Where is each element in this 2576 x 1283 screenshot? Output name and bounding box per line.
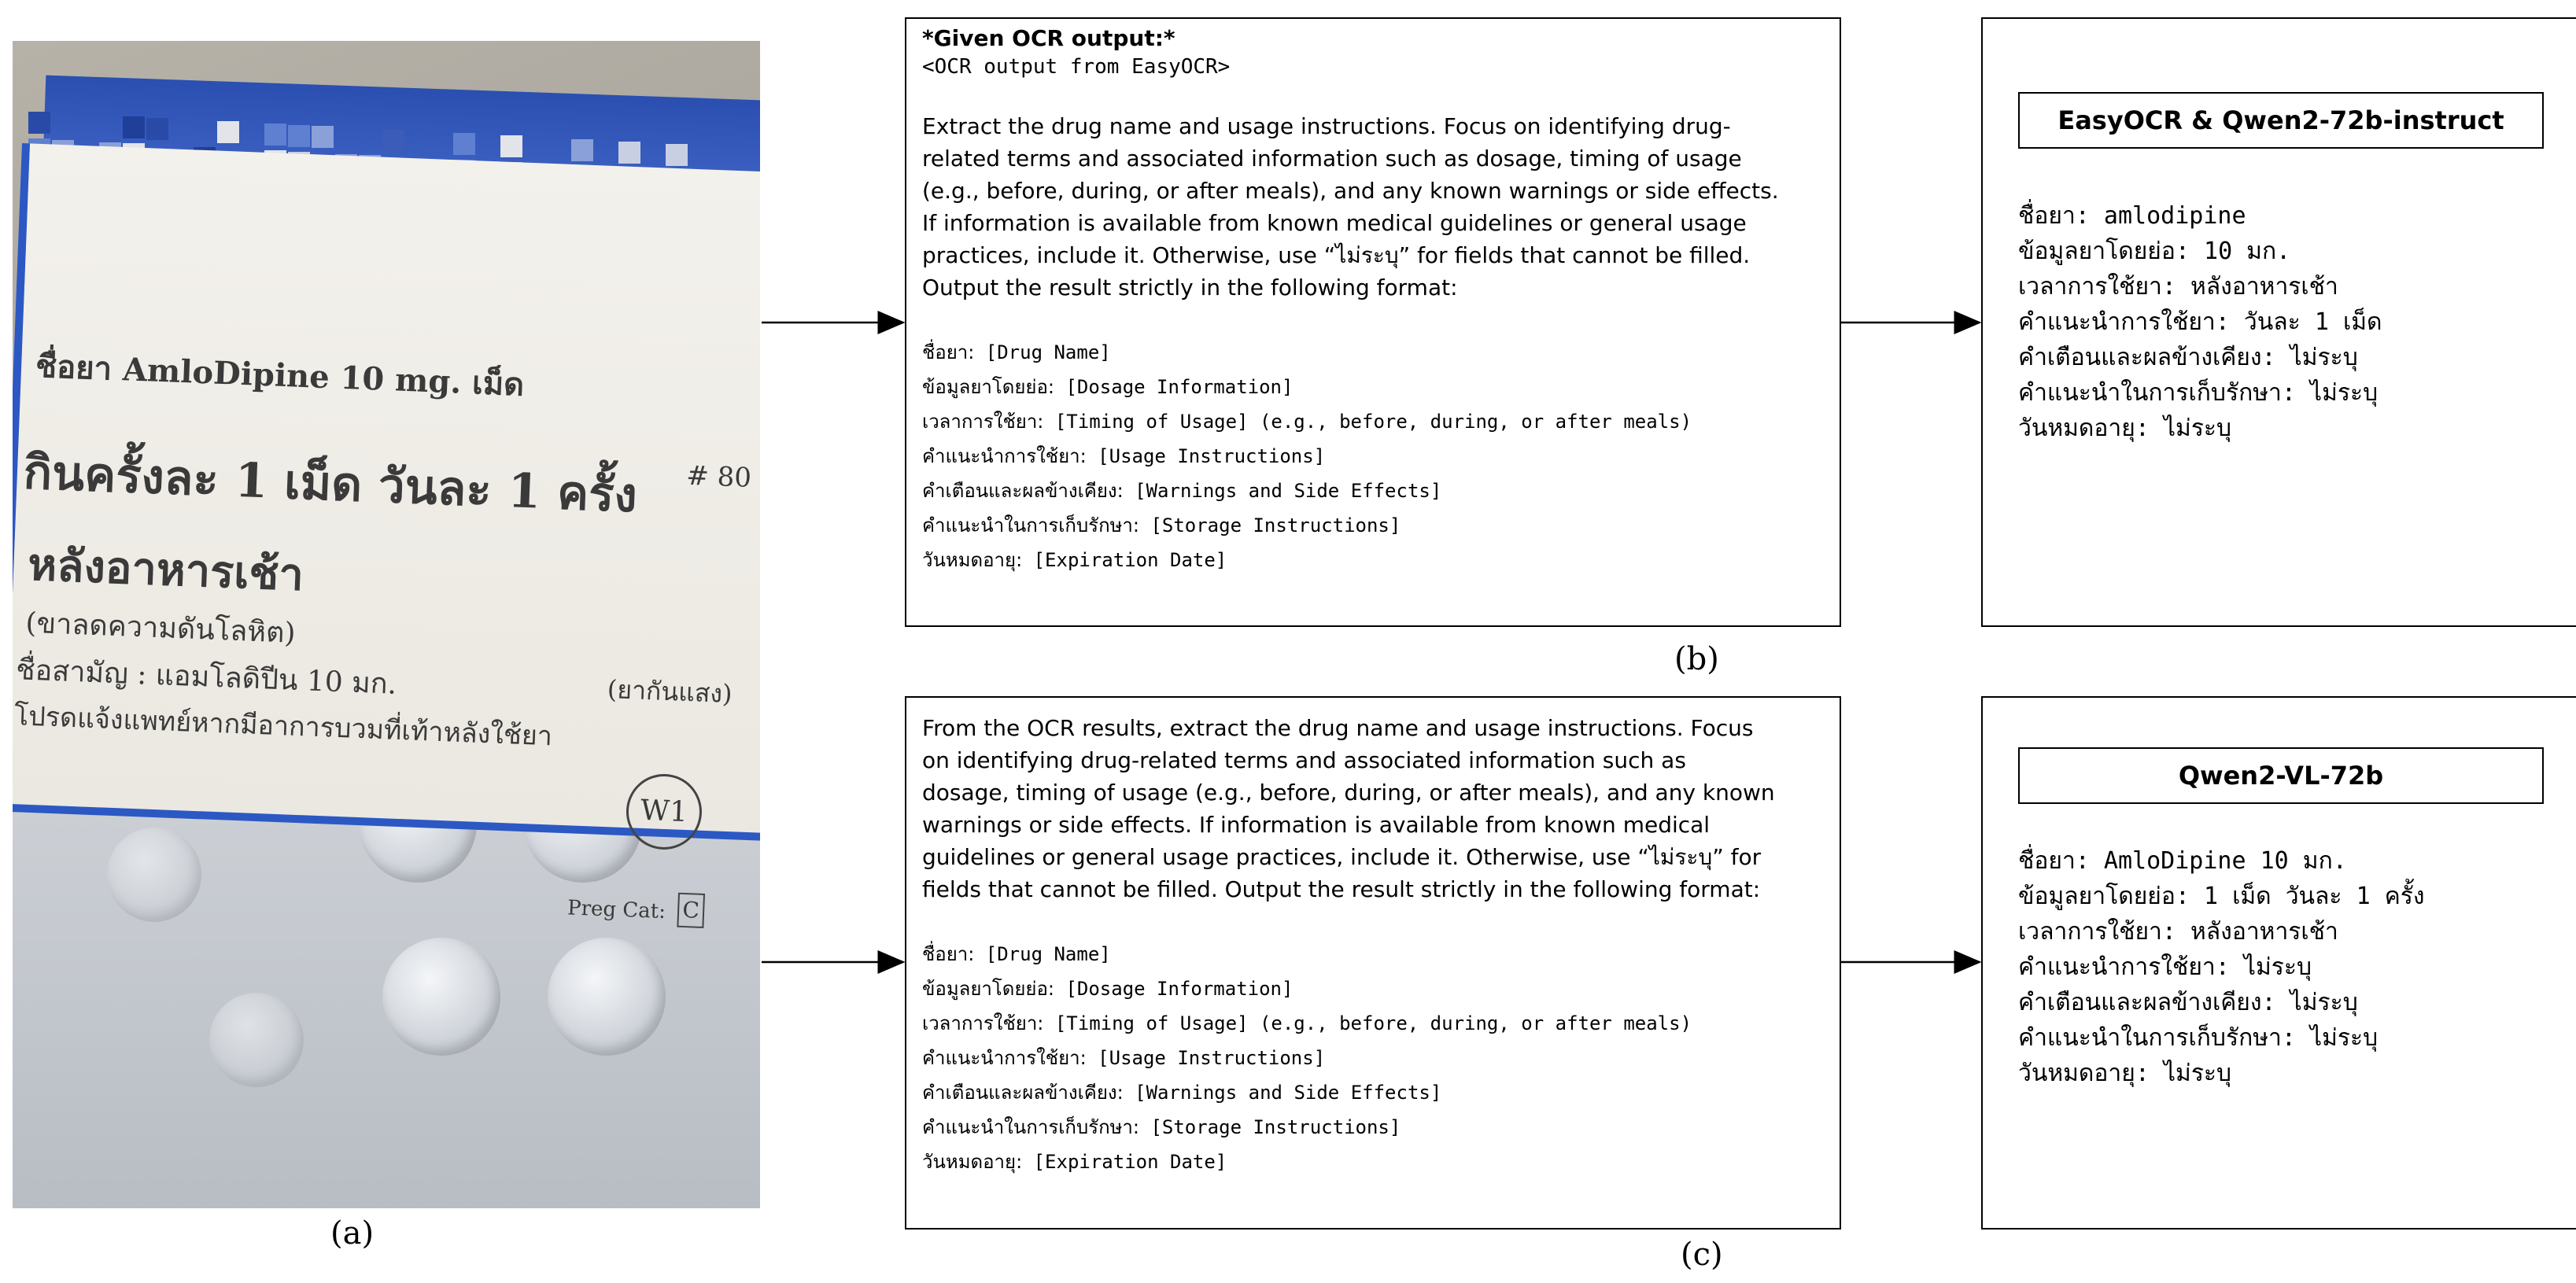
- format-field-label: วันหมดอายุ:: [922, 549, 1023, 571]
- label-drug-name: ชื่อยา AmloDipine 10 mg. เม็ด: [35, 347, 526, 404]
- format-field-placeholder: [Warnings and Side Effects]: [1135, 480, 1442, 502]
- format-field-label: วันหมดอายุ:: [922, 1151, 1023, 1173]
- output-line: คำเตือนและผลข้างเคียง: ไม่ระบุ: [2018, 344, 2358, 371]
- output-line: วันหมดอายุ: ไม่ระบุ: [2018, 415, 2232, 442]
- output-line: ชื่อยา: AmloDipine 10 มก.: [2018, 847, 2347, 875]
- format-field-placeholder: [Dosage Information]: [1065, 376, 1294, 398]
- instruction-line: Extract the drug name and usage instructions. Focus on identifying drug-: [922, 113, 1731, 139]
- format-field-placeholder: [Timing of Usage] (e.g., before, during, or after meals): [1054, 1012, 1692, 1034]
- format-field-placeholder: [Warnings and Side Effects]: [1135, 1082, 1442, 1104]
- output-line: เวลาการใช้ยา: หลังอาหารเช้า: [2018, 273, 2338, 300]
- instruction-line: practices, include it. Otherwise, use “ไม่ระบุ” for fields that cannot be filled.: [922, 242, 1751, 268]
- output-line: คำแนะนำในการเก็บรักษา: ไม่ระบุ: [2018, 379, 2379, 407]
- format-field-placeholder: [Expiration Date]: [1033, 1151, 1227, 1173]
- format-field-label: คำแนะนำการใช้ยา:: [922, 445, 1087, 467]
- instruction-line: From the OCR results, extract the drug name and usage instructions. Focus: [922, 715, 1754, 741]
- output-line: ข้อมูลยาโดยย่อ: 10 มก.: [2018, 238, 2291, 265]
- caption-b: (b): [1674, 641, 1719, 677]
- format-field-placeholder: [Storage Instructions]: [1150, 1116, 1401, 1138]
- label-preg-cat: Preg Cat:: [566, 896, 666, 924]
- caption-a: (a): [330, 1215, 375, 1252]
- output-line: คำเตือนและผลข้างเคียง: ไม่ระบุ: [2018, 989, 2358, 1016]
- instruction-line: If information is available from known medical guidelines or general usage: [922, 210, 1747, 236]
- instruction-line: guidelines or general usage practices, include it. Otherwise, use “ไม่ระบุ” for: [922, 844, 1762, 870]
- model-title-b: EasyOCR & Qwen2-72b-instruct: [2018, 92, 2544, 149]
- label-dose: กินครั้งละ 1 เม็ด วันละ 1 ครั้ง: [22, 444, 639, 524]
- format-field-label: ชื่อยา:: [922, 341, 975, 363]
- instruction-line: related terms and associated information such as dosage, timing of usage: [922, 146, 1742, 171]
- instruction-line: on identifying drug-related terms and associated information such as: [922, 747, 1686, 773]
- label-w1-stamp: W1: [625, 772, 703, 851]
- output-line: เวลาการใช้ยา: หลังอาหารเช้า: [2018, 918, 2338, 946]
- prompt-b-heading: *Given OCR output:*: [922, 25, 1175, 51]
- instruction-line: dosage, timing of usage (e.g., before, during, or after meals), and any known: [922, 780, 1775, 806]
- label-timing: หลังอาหารเช้า: [27, 538, 305, 602]
- output-line: ชื่อยา: amlodipine: [2018, 202, 2246, 230]
- output-line: ข้อมูลยาโดยย่อ: 1 เม็ด วันละ 1 ครั้ง: [2018, 883, 2425, 910]
- format-field-label: คำแนะนำในการเก็บรักษา:: [922, 1116, 1139, 1138]
- label-purpose: (ขาลดความดันโลหิต): [24, 606, 297, 650]
- format-field-placeholder: [Usage Instructions]: [1098, 1047, 1326, 1069]
- instruction-line: fields that cannot be filled. Output the result strictly in the following format:: [922, 876, 1761, 902]
- label-preg-cat-value: C: [677, 893, 705, 928]
- model-title-c: Qwen2-VL-72b: [2018, 747, 2544, 804]
- format-field-placeholder: [Usage Instructions]: [1098, 445, 1326, 467]
- label-count: # 80: [685, 459, 752, 494]
- format-field-label: เวลาการใช้ยา:: [922, 411, 1044, 433]
- prompt-b-ocr-placeholder: <OCR output from EasyOCR>: [922, 55, 1231, 79]
- label-light-protect: (ยากันแสง): [607, 674, 733, 710]
- format-field-placeholder: [Storage Instructions]: [1150, 514, 1401, 536]
- format-field-placeholder: [Timing of Usage] (e.g., before, during, or after meals): [1054, 411, 1692, 433]
- format-field-label: คำเตือนและผลข้างเคียง:: [922, 1082, 1124, 1104]
- format-field-placeholder: [Expiration Date]: [1033, 549, 1227, 571]
- output-line: คำแนะนำการใช้ยา: วันละ 1 เม็ด: [2018, 308, 2382, 336]
- output-line: คำแนะนำในการเก็บรักษา: ไม่ระบุ: [2018, 1024, 2379, 1052]
- caption-c: (c): [1681, 1237, 1723, 1273]
- format-field-placeholder: [Drug Name]: [985, 943, 1111, 965]
- format-field-label: คำแนะนำในการเก็บรักษา:: [922, 514, 1139, 536]
- format-field-label: คำแนะนำการใช้ยา:: [922, 1047, 1087, 1069]
- instruction-line: warnings or side effects. If information is available from known medical: [922, 812, 1711, 838]
- format-field-placeholder: [Dosage Information]: [1065, 978, 1294, 1000]
- label-warning: โปรดแจ้งแพทย์หากมีอาการบวมที่เท้าหลังใช้ยา: [13, 700, 553, 753]
- output-line: คำแนะนำการใช้ยา: ไม่ระบุ: [2018, 953, 2312, 981]
- format-field-label: เวลาการใช้ยา:: [922, 1012, 1044, 1034]
- label-generic-name: ชื่อสามัญ : แอมโลดิปีน 10 มก.: [15, 654, 397, 701]
- format-field-label: ข้อมูลยาโดยย่อ:: [922, 376, 1054, 398]
- format-field-placeholder: [Drug Name]: [985, 341, 1111, 363]
- format-field-label: คำเตือนและผลข้างเคียง:: [922, 480, 1124, 502]
- format-field-label: ชื่อยา:: [922, 943, 975, 965]
- output-line: วันหมดอายุ: ไม่ระบุ: [2018, 1060, 2232, 1087]
- instruction-line: Output the result strictly in the following format:: [922, 275, 1458, 300]
- format-field-label: ข้อมูลยาโดยย่อ:: [922, 978, 1054, 1000]
- instruction-line: (e.g., before, during, or after meals), and any known warnings or side effects.: [922, 178, 1779, 204]
